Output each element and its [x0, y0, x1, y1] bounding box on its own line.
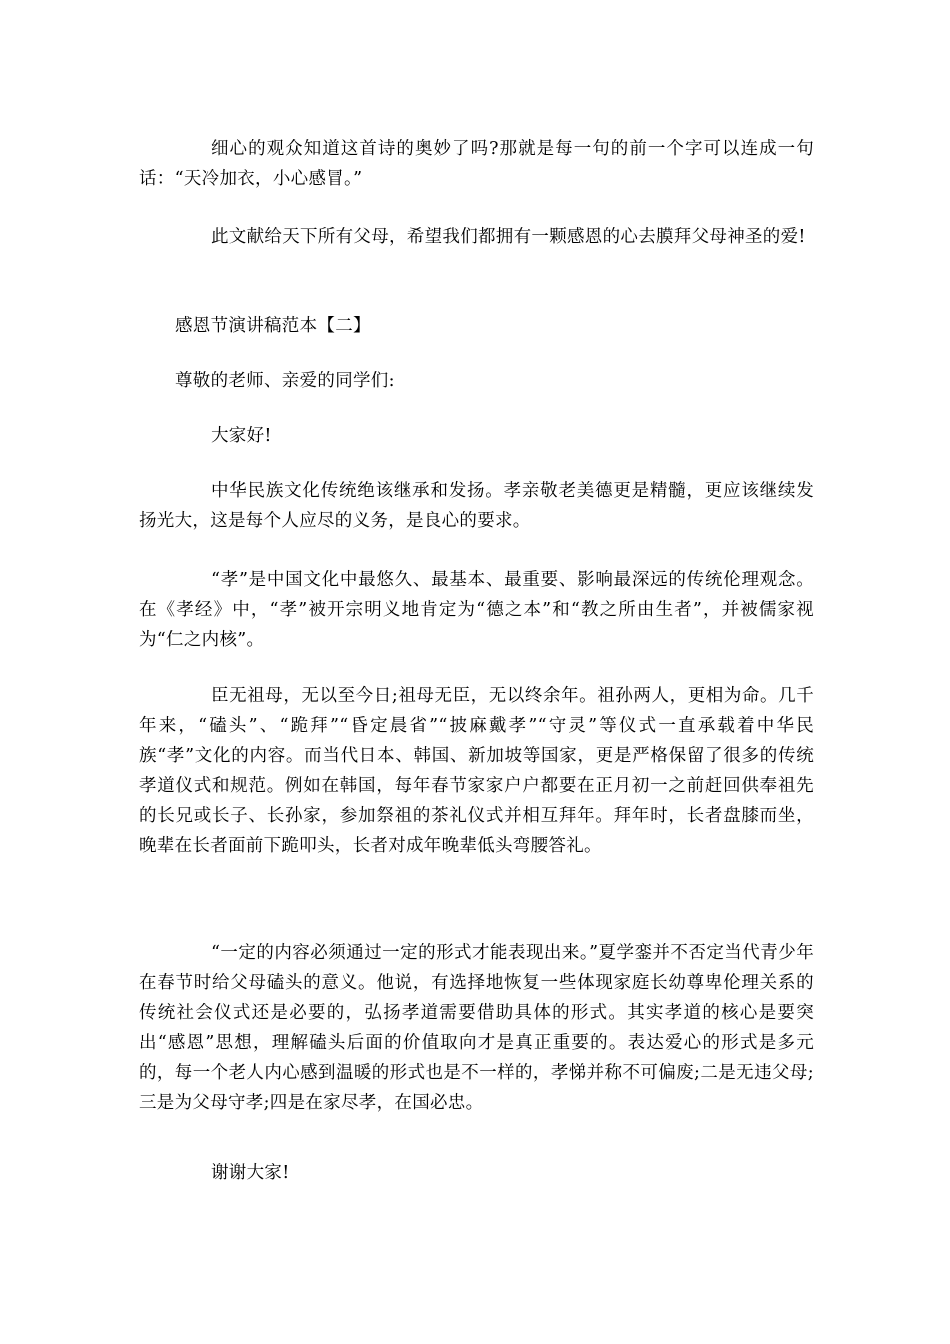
paragraph-filial-concept: “孝”是中国文化中最悠久、最基本、最重要、影响最深远的传统伦理观念。在《孝经》中，“孝”被开宗明义地肯定为“德之本”和“教之所由生者”，并被儒家视为“仁之内核”。	[139, 570, 814, 650]
paragraph-rituals: 臣无祖母，无以至今日;祖母无臣，无以终余年。祖孙两人，更相为命。几千年来，“磕头”、“跪拜”“昏定晨省”“披麻戴孝”“守灵”等仪式一直承载着中华民族“孝”文化的内容。而当代日本、韩国、新加坡等国家，更是严格保留了很多的传统孝道仪式和规范。例如在韩国，每年春节家家户户都要在正月初一之前赶回供奉祖先的长兄或长子、长孙家，参加祭祖的茶礼仪式并相互拜年。拜年时，长者盘膝而坐，晚辈在长者面前下跪叩头，长者对成年晚辈低头弯腰答礼。	[139, 686, 814, 856]
paragraph-thanks: 谢谢大家!	[211, 1163, 290, 1183]
paragraph-dedication: 此文献给天下所有父母，希望我们都拥有一颗感恩的心去膜拜父母神圣的爱!	[211, 227, 806, 247]
paragraph-greeting: 大家好!	[211, 426, 272, 446]
paragraph-poem-secret: 细心的观众知道这首诗的奥妙了吗?那就是每一句的前一个字可以连成一句话：“天冷加衣，小心感冒。”	[139, 139, 814, 189]
paragraph-form-content: “一定的内容必须通过一定的形式才能表现出来。”夏学銮并不否定当代青少年在春节时给父母磕头的意义。他说，有选择地恢复一些体现家庭长幼尊卑伦理关系的传统社会仪式还是必要的，弘扬孝道需要借助具体的形式。其实孝道的核心是要突出“感恩”思想，理解磕头后面的价值取向才是真正重要的。表达爱心的形式是多元的，每一个老人内心感到温暖的形式也是不一样的，孝悌并称不可偏废;二是无违父母;三是为父母守孝;四是在家尽孝，在国必忠。	[139, 943, 814, 1113]
paragraph-salutation: 尊敬的老师、亲爱的同学们:	[175, 371, 395, 391]
section-heading: 感恩节演讲稿范本【二】	[175, 316, 371, 336]
paragraph-tradition: 中华民族文化传统绝该继承和发扬。孝亲敬老美德更是精髓，更应该继续发扬光大，这是每个人应尽的义务，是良心的要求。	[139, 481, 814, 531]
